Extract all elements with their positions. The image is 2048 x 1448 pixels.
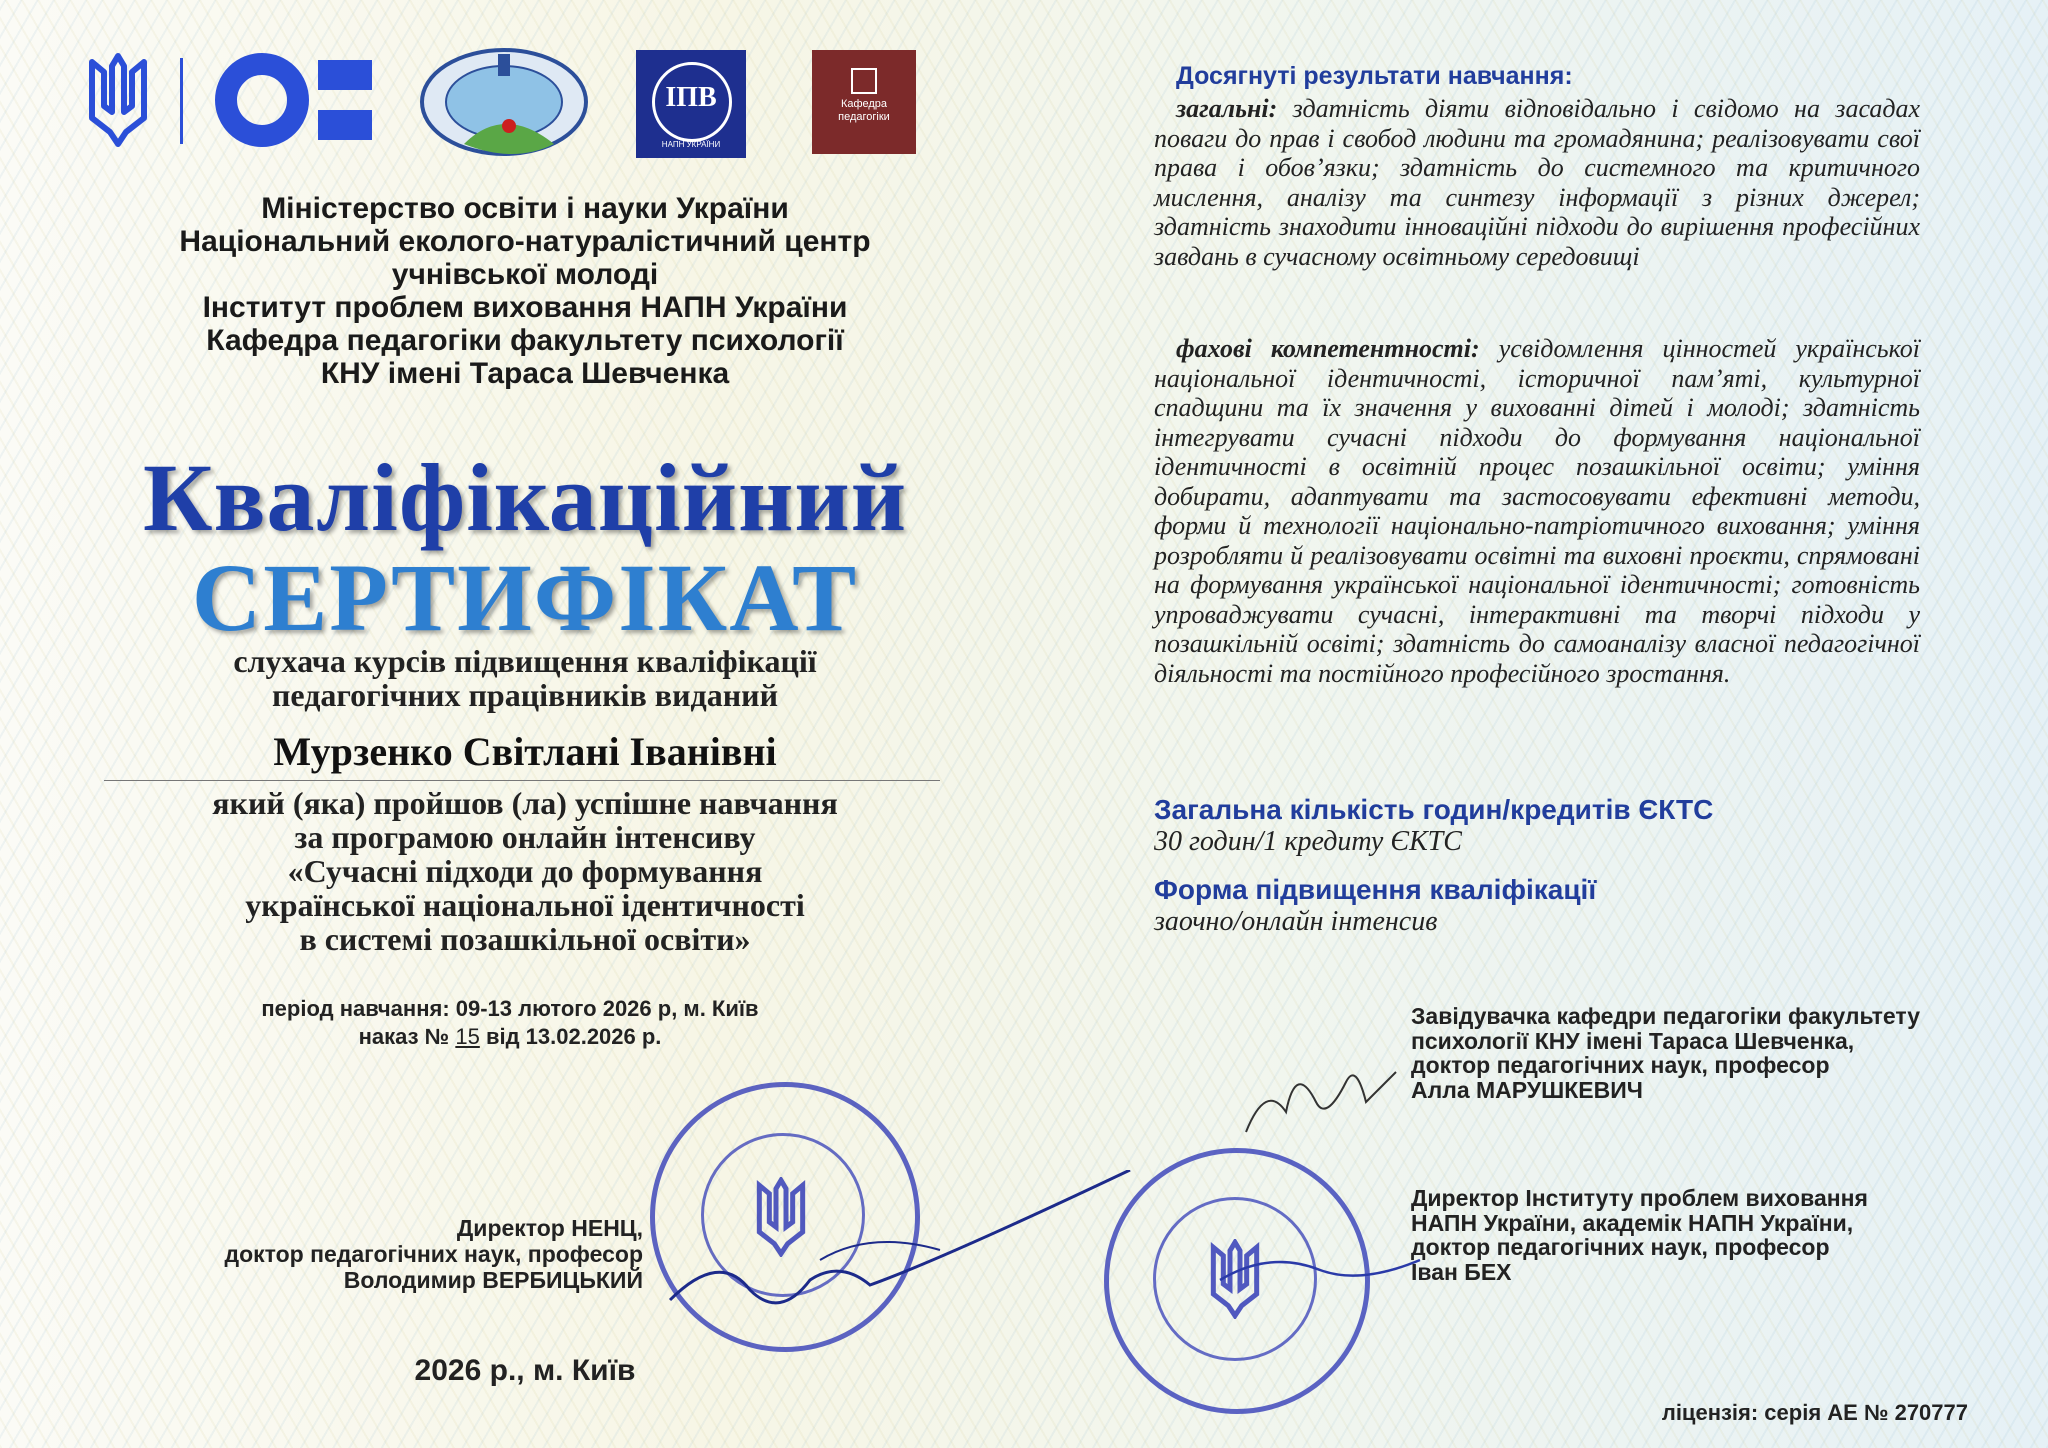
issue-place-year: 2026 р., м. Київ bbox=[414, 1354, 636, 1387]
program-line-1: який (яка) пройшов (ла) успішне навчання bbox=[212, 785, 838, 821]
subtitle bbox=[60, 644, 990, 712]
license-number: ліцензія: серія АЕ № 270777 bbox=[1661, 1400, 1968, 1425]
program-line-2: за програмою онлайн інтенсиву bbox=[294, 819, 756, 855]
director-signature-left bbox=[640, 1170, 1140, 1330]
signer-right-2-line-2: НАПН України, академік НАПН України, bbox=[1411, 1209, 1854, 1236]
subtitle-line-2: педагогічних працівників виданий bbox=[271, 677, 779, 713]
general-results bbox=[1154, 94, 1920, 271]
signer-left-title: Директор НЕНЦ, bbox=[456, 1215, 643, 1241]
hours-block bbox=[1154, 794, 1920, 858]
form-heading: Форма підвищення кваліфікації bbox=[1154, 874, 1597, 905]
hours-value: 30 годин/1 кредиту ЄКТС bbox=[1154, 826, 1462, 857]
form-block bbox=[1154, 874, 1920, 938]
org-line-3: учнівської молоді bbox=[391, 258, 659, 291]
program-block bbox=[60, 786, 990, 956]
kafedra-logo-line1: Кафедра bbox=[840, 98, 888, 110]
title-line-2: СЕРТИФІКАТ bbox=[191, 544, 859, 651]
professional-label: фахові компетентності: bbox=[1176, 334, 1480, 363]
ipv-logo bbox=[636, 50, 746, 158]
kafedra-logo-line2: педагогіки bbox=[838, 111, 890, 123]
general-label: загальні: bbox=[1176, 94, 1278, 123]
recipient-name: Мурзенко Світлані Іванівні bbox=[273, 729, 777, 774]
ipv-logo-caption: НАПН УКРАЇНИ bbox=[661, 140, 721, 149]
signer-right-2 bbox=[1411, 1186, 1868, 1284]
tryzub-icon bbox=[86, 52, 150, 148]
period-line: період навчання: 09-13 лютого 2026 р, м. Київ bbox=[261, 996, 759, 1021]
signer-right-1-name: Алла МАРУШКЕВИЧ bbox=[1411, 1076, 1643, 1103]
signer-left-degree: доктор педагогічних наук, професор bbox=[224, 1241, 643, 1267]
results-heading: Досягнуті результати навчання: bbox=[1176, 62, 1573, 90]
form-value: заочно/онлайн інтенсив bbox=[1154, 906, 1438, 937]
org-line-6: КНУ імені Тараса Шевченка bbox=[320, 357, 730, 390]
hours-heading: Загальна кількість годин/кредитів ЄКТС bbox=[1154, 794, 1714, 825]
signer-left bbox=[224, 1215, 643, 1293]
nenc-globe-logo bbox=[414, 44, 594, 164]
signature-bekh bbox=[1210, 1230, 1430, 1310]
org-line-1: Міністерство освіти і науки України bbox=[261, 192, 789, 225]
kafedra-logo-frame bbox=[851, 68, 877, 94]
period-block bbox=[60, 995, 960, 1051]
order-line bbox=[60, 1023, 960, 1051]
signer-right-1 bbox=[1411, 1004, 1920, 1102]
subtitle-line-1: слухача курсів підвищення кваліфікації bbox=[233, 643, 817, 679]
general-text: здатність діяти відповідально і свідомо на засадах поваги до прав і свобод людини та громадянина; реалізовувати свої права і обов’язки; здатність до системного та критичного мислення, аналізу та синтезу інформації з різних джерел; здатність знаходити інноваційні підходи до вирішення професійних завдань в сучасному освітньому середовищі bbox=[1154, 94, 1921, 271]
professional-text: усвідомлення цінностей української національної ідентичності, історичної пам’яті, культурної спадщини та їх значення у вихованні дітей і молоді; здатність інтегрувати сучасні підходи до формування національної ідентичності в освітній процес позашкільної освіти; уміння добирати, адаптувати та застосовувати ефективні методи, форми й технології національно-патріотичного виховання; уміння розробляти й реалізовувати освітні та виховні проєкти, спрямовані на формування української національної ідентичності; готовність упроваджувати сучасні, інтерактивні та творчі підходи у позашкільній освіті; здатність до самоаналізу власної педагогічної діяльності та постійного професійного зростання. bbox=[1154, 334, 1920, 688]
mon-logo bbox=[214, 52, 380, 148]
program-line-4: української національної ідентичності bbox=[245, 887, 805, 923]
signer-right-1-line-1: Завідувачка кафедри педагогіки факультету bbox=[1411, 1003, 1921, 1029]
kafedra-logo bbox=[812, 50, 916, 154]
org-line-5: Кафедра педагогіки факультету психології bbox=[206, 324, 844, 357]
signer-right-2-name: Іван БЕХ bbox=[1411, 1258, 1512, 1285]
signer-right-1-line-3: доктор педагогічних наук, професор bbox=[1411, 1052, 1830, 1078]
logo-divider bbox=[180, 58, 183, 144]
org-line-4: Інститут проблем виховання НАПН України bbox=[202, 291, 848, 324]
organization-block bbox=[60, 192, 990, 390]
order-prefix: наказ № bbox=[358, 1024, 450, 1049]
signer-left-name: Володимир ВЕРБИЦЬКИЙ bbox=[343, 1267, 643, 1293]
order-number: 15 bbox=[455, 1024, 480, 1049]
title-line-1: Кваліфікаційний bbox=[142, 444, 907, 551]
program-line-5: в системі позашкільної освіти» bbox=[299, 921, 751, 957]
order-date: від 13.02.2026 р. bbox=[485, 1024, 662, 1049]
ipv-logo-abbr: ІПВ bbox=[665, 82, 717, 113]
signature-marushkevych bbox=[1236, 1042, 1416, 1152]
signer-right-2-line-1: Директор Інституту проблем виховання bbox=[1411, 1185, 1868, 1211]
name-underline bbox=[104, 780, 940, 781]
signer-right-1-line-2: психології КНУ імені Тараса Шевченка, bbox=[1411, 1027, 1855, 1054]
program-line-3: «Сучасні підходи до формування bbox=[287, 853, 763, 889]
signer-right-2-line-3: доктор педагогічних наук, професор bbox=[1411, 1234, 1830, 1260]
professional-results bbox=[1154, 334, 1920, 688]
org-line-2: Національний еколого-натуралістичний центр bbox=[179, 225, 871, 258]
